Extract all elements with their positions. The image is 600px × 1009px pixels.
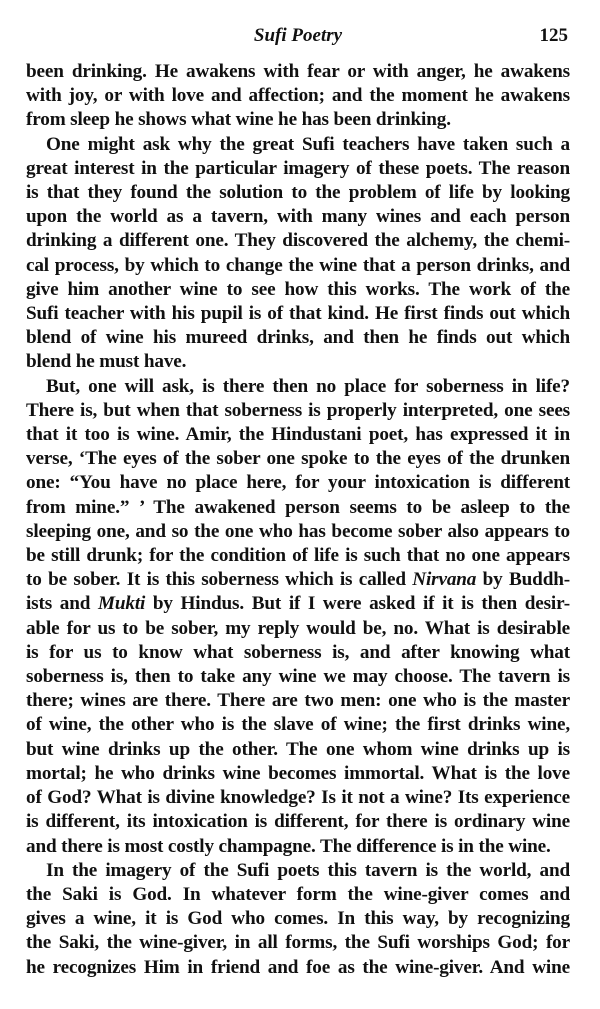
text-line: one: “You have no place here, for your intoxication is different (26, 472, 570, 494)
running-title: Sufi Poetry (253, 25, 343, 46)
text-line: blend he must have. (26, 351, 187, 373)
text-line: In the imagery of the Sufi poets this tavern is the world, and (46, 859, 570, 881)
text-line: that it too is wine. Amir, the Hindustani poet, has expressed it in (26, 424, 570, 446)
text-line: of God? What is divine knowledge? Is it not a wine? Its experience (26, 787, 570, 809)
text-line: mortal; he who drinks wine becomes immortal. What is the love (26, 762, 570, 784)
text-line: there; wines are there. There are two men: one who is the master (26, 690, 570, 712)
text-line: blend of wine his mureed drinks, and then he finds out which (26, 327, 570, 349)
paragraph (26, 859, 570, 980)
text-line: sleeping one, and so the one who has become sober also appears to (26, 520, 570, 542)
text-line: the Saki is God. In whatever form the wine-giver comes and (26, 883, 570, 905)
text-line: is for us to know what soberness is, and after knowing what (26, 641, 570, 663)
body-text (26, 60, 570, 980)
running-head (26, 24, 570, 54)
text-line: cal process, by which to change the wine that a person drinks, and (26, 254, 570, 276)
text-line: of wine, the other who is the slave of wine; the first drinks wine, (26, 714, 570, 736)
text-line: from mine.” ’ The awakened person seems to be asleep to the (26, 496, 570, 518)
text-line: ists and Mukti by Hindus. But if I were asked if it is then desir- (26, 593, 570, 615)
text-line: Sufi teacher with his pupil is of that kind. He first finds out which (26, 303, 570, 325)
text-line: able for us to be sober, my reply would be, no. What is desirable (26, 617, 570, 639)
paragraph (26, 60, 570, 133)
italic-term: Nirvana (412, 569, 477, 591)
text-line: be still drunk; for the condition of life is such that no one appears (26, 545, 570, 567)
text-line: great interest in the particular imagery of these poets. The reason (26, 157, 570, 179)
italic-term: Mukti (97, 593, 146, 615)
text-line: with joy, or with love and affection; and the moment he awakens (26, 85, 570, 107)
text-line: One might ask why the great Sufi teachers have taken such a (46, 133, 570, 155)
text-line: he recognizes Him in friend and foe as the wine-giver. And wine (26, 956, 570, 978)
book-page (26, 24, 570, 994)
text-line: upon the world as a tavern, with many wines and each person (26, 206, 570, 228)
text-line: the Saki, the wine-giver, in all forms, the Sufi worships God; for (26, 932, 570, 954)
text-line: is different, its intoxication is different, for there is ordinary wine (26, 811, 570, 833)
paragraph (26, 133, 570, 375)
text-line: There is, but when that soberness is properly interpreted, one sees (26, 399, 570, 421)
paragraph (26, 375, 570, 859)
text-line: to be sober. It is this soberness which is called Nirvana by Buddh- (26, 569, 570, 591)
text-line: verse, ‘The eyes of the sober one spoke to the eyes of the drunken (26, 448, 570, 470)
text-line: been drinking. He awakens with fear or with anger, he awakens (26, 61, 570, 82)
text-line: give him another wine to see how this works. The work of the (26, 278, 570, 300)
page-number: 125 (539, 25, 568, 46)
text-line: gives a wine, it is God who comes. In this way, by recognizing (26, 908, 570, 930)
text-line: and there is most costly champagne. The difference is in the wine. (26, 835, 551, 857)
text-line: is that they found the solution to the problem of life by looking (26, 182, 570, 204)
text-line: But, one will ask, is there then no place for soberness in life? (46, 375, 570, 397)
text-line: from sleep he shows what wine he has been drinking. (26, 109, 451, 131)
text-line: but wine drinks up the other. The one whom wine drinks up is (26, 738, 570, 760)
text-line: drinking a different one. They discovered the alchemy, the chemi- (26, 230, 570, 252)
text-line: soberness is, then to take any wine we may choose. The tavern is (26, 666, 570, 688)
